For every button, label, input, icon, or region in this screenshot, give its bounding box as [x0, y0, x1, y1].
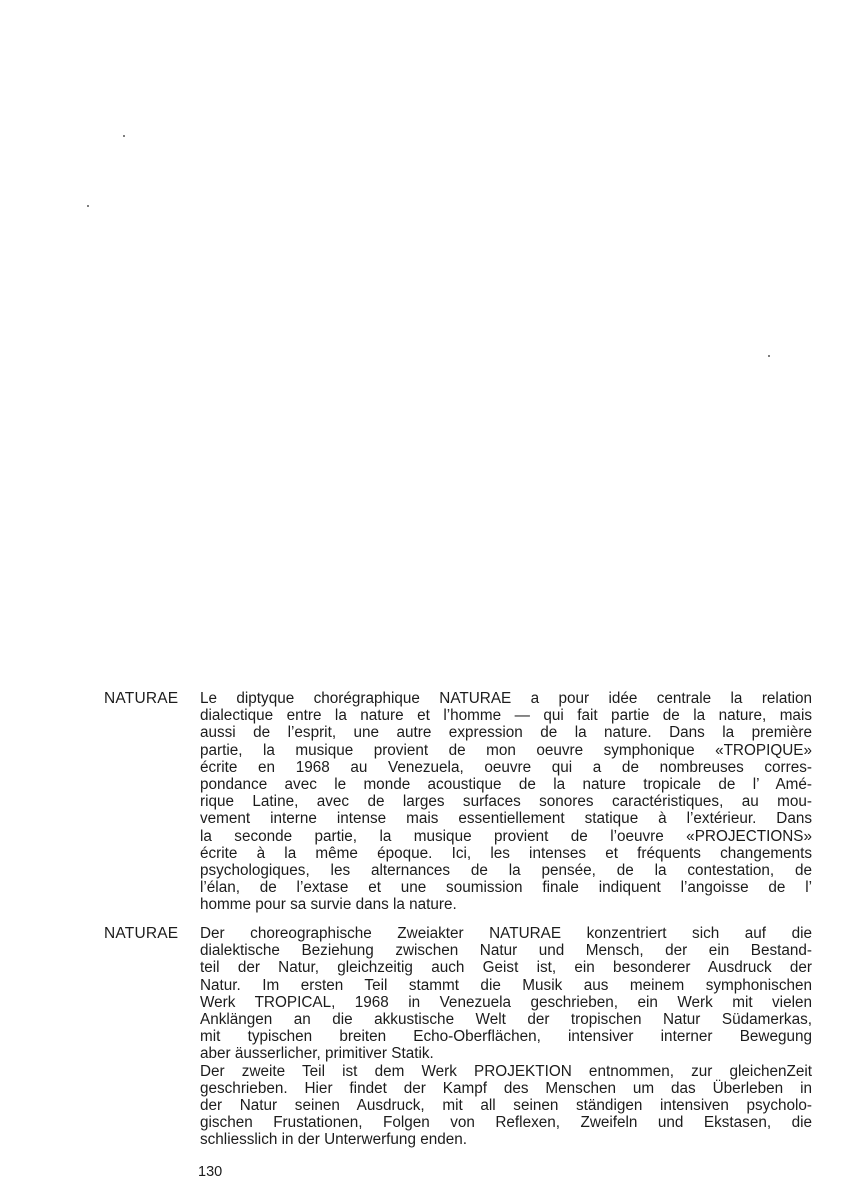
text-line: Le diptyque chorégraphique NATURAE a pour idée centrale la relation — [200, 690, 812, 707]
page-number: 130 — [198, 1164, 223, 1180]
text-line: aussi de l’esprit, une autre expression de la nature. Dans la première — [200, 724, 812, 742]
text-line: homme pour sa survie dans la nature. — [200, 896, 457, 914]
scan-speck — [123, 135, 125, 137]
scan-speck — [768, 355, 770, 357]
text-line: psychologiques, les alternances de la pensée, de la contestation, de — [200, 862, 812, 880]
text-line: l’élan, de l’extase et une soumission finale indiquent l’angoisse de l’ — [200, 879, 812, 897]
scan-speck — [87, 205, 89, 207]
text-line: Der choreographische Zweiakter NATURAE konzentriert sich auf die — [200, 925, 812, 942]
text-line: schliesslich in der Unterwerfung enden. — [200, 1131, 467, 1149]
text-line: der Natur seinen Ausdruck, mit all seinen ständigen intensiven psycholo- — [200, 1097, 812, 1115]
entry-label: NATURAE — [104, 925, 179, 942]
text-line: geschrieben. Hier findet der Kampf des Menschen um das Überleben in — [200, 1079, 812, 1097]
entry-body-french — [200, 690, 812, 914]
text-line: pondance avec le monde acoustique de la nature tropicale de l’ Amé- — [200, 776, 812, 794]
text-line: la seconde partie, la musique provient de l’oeuvre «PROJECTIONS» — [200, 827, 812, 845]
text-line: Der zweite Teil ist dem Werk PROJEKTION entnommen, zur gleichenZeit — [200, 1062, 812, 1080]
text-line: écrite à la même époque. Ici, les intenses et fréquents changements — [200, 844, 812, 862]
text-line: teil der Natur, gleichzeitig auch Geist ist, ein besonderer Ausdruck der — [200, 959, 812, 977]
text-line: dialectique entre la nature et l’homme — qui fait partie de la nature, mais — [200, 707, 812, 725]
text-line: écrite en 1968 au Venezuela, oeuvre qui a de nombreuses corres- — [200, 758, 812, 776]
text-line: partie, la musique provient de mon oeuvre symphonique «TROPIQUE» — [200, 741, 812, 759]
text-line: gischen Frustationen, Folgen von Reflexen, Zweifeln und Ekstasen, die — [200, 1114, 812, 1132]
text-line: Natur. Im ersten Teil stammt die Musik aus meinem symphonischen — [200, 976, 812, 994]
text-line: vement interne intense mais essentiellement statique à l’extérieur. Dans — [200, 810, 812, 828]
entry-label: NATURAE — [104, 690, 179, 707]
text-line: Anklängen an die akkustische Welt der tropischen Natur Südamerkas, — [200, 1011, 812, 1029]
entry-body-german — [200, 925, 812, 1149]
text-line: rique Latine, avec de larges surfaces sonores caractéristiques, au mou- — [200, 793, 812, 811]
text-line: dialektische Beziehung zwischen Natur und Mensch, der ein Bestand- — [200, 942, 812, 960]
text-line: Werk TROPICAL, 1968 in Venezuela geschrieben, ein Werk mit vielen — [200, 993, 812, 1011]
text-line: aber äusserlicher, primitiver Statik. — [200, 1045, 434, 1063]
text-line: mit typischen breiten Echo-Oberflächen, intensiver interner Bewegung — [200, 1028, 812, 1046]
